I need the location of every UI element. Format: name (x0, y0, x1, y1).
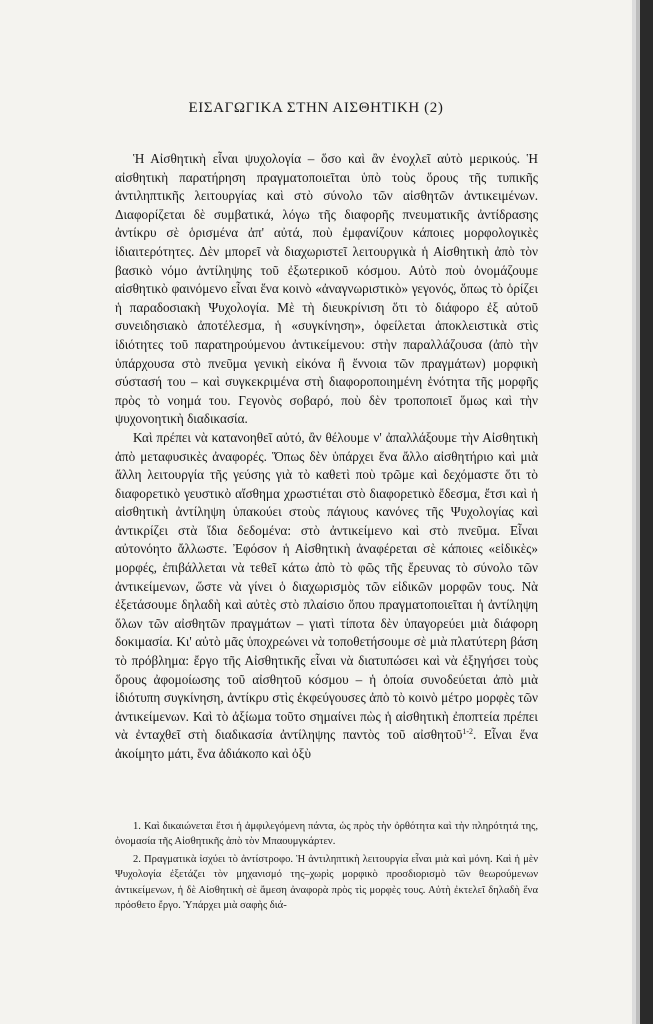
paragraph (115, 429, 538, 764)
footnote: 1. Καὶ δικαιώνεται ἔτσι ἡ ἀμφιλεγόμενη πάντα, ὡς πρὸς τὴν ὀρθότητα καὶ τὴν πληρότητά της, ὀνομασία τῆς Αἰσθητικῆς ἀπὸ τὸν Μπαουμγκάρτεν. (115, 821, 538, 848)
footnote: 2. Πραγματικὰ ἰσχύει τὸ ἀντίστροφο. Ἡ ἀντιληπτικὴ λειτουργία εἶναι μιὰ καὶ μόνη. Καὶ ἡ μὲν Ψυχολογία ἐξετάζει τὸν μηχανισμό της–χωρὶς μορφικὸ προσδιορισμὸ τῶν θεωρούμενων ἀντικείμενων, ἡ δὲ Αἰσθητικὴ σὲ ἄμεση ἀναφορὰ πρὸς τὶς μορφὲς τους. Αὐτὴ ἐκτελεῖ δηλαδὴ ἕνα πρόσθετο ἔργο. Ὑπάρχει μιὰ σαφὴς διά- (115, 853, 538, 912)
running-head: ΕΙΣΑΓΩΓΙΚΑ ΣΤΗΝ ΑΙΣΘΗΤΙΚΗ (2) (188, 100, 444, 116)
footnote-reference: 1-2 (462, 727, 474, 737)
paragraph-text-continued: . Εἶναι ἕνα ἀκοίμητο μάτι, ἕνα ἀδιάκοπο καὶ ὀξὺ (115, 727, 538, 761)
main-text (115, 150, 538, 764)
paragraph: Ἡ Αἰσθητικὴ εἶναι ψυχολογία – ὅσο καὶ ἂν ἐνοχλεῖ αὐτὸ μερικούς. Ἡ αἰσθητικὴ παρατήρηση πραγματοποιεῖται ὑπὸ τοὺς ὅρους τῆς τυπικῆς ἀντιληπτικῆς λειτουργίας καὶ στὸ σύνολο τῶν αἰσθητῶν ἀντικειμένων. Διαφορίζεται δὲ συμβατικά, λόγω τῆς διαφορῆς πνευματικῆς ἀντίδρασης ἀντίκρυ σὲ ὁρισμένα ἀπ' αὐτά, ποὺ ἐμφανίζουν κάποιες μορφολογικὲς ἰδιαιτερότητες. Δὲν μπορεῖ νὰ διαχωριστεῖ λειτουργικὰ ἡ Αἰσθητικὴ ἀπὸ τὸν βασικὸ νόμο ἀντίληψης τοῦ ἐξωτερικοῦ κόσμου. Αὐτὸ ποὺ ὀνομάζουμε αἰσθητικὸ φαινόμενο εἶναι ἕνα κοινὸ «ἀναγνωριστικὸ» γεγονός, ὅπως τὸ ὁρίζει ἡ παραδοσιακὴ Ψυχολογία. Μὲ τὴ διευκρίνιση ὅτι τὸ διάφορο ἐξ αὐτοῦ συνειδησιακὸ ἀποτέλεσμα, ἡ «συγκίνηση», ὀφείλεται ἀποκλειστικὰ στὶς ἰδιότητες τοῦ παρατηρούμενου ἀντικείμενου: στὴν παραλλάζουσα (ἀπὸ τὴν ὑπάρχουσα στὸ πνεῦμα γενικὴ εἰκόνα ἢ ἔννοια τῶν πραγμάτων) μορφικὴ σύστασή του – καὶ συγκεκριμένα στὴ διαφοροποιημένη ἑνότητα τῆς μορφῆς πρὸς τὸ νοημά του. Γεγονὸς σοβαρό, ποὺ δὲν τροποποιεῖ ὅμως καὶ τὴν ψυχονοητικὴ διαδικασία. (115, 151, 538, 427)
paragraph-text: Καὶ πρέπει νὰ κατανοηθεῖ αὐτό, ἂν θέλουμε ν' ἀπαλλάξουμε τὴν Αἰσθητικὴ ἀπὸ μεταφυσικὲς ἀναφορές. Ὅπως δὲν ὑπάρχει ἕνα ἄλλο αἰσθητήριο καὶ μιὰ ἄλλη λειτουργία τῆς γεύσης γιὰ τὸ καθετὶ ποὺ τρῶμε καὶ δεχόμαστε ὅτι τὸ διαφορετικὸ γευστικὸ αἴσθημα χρωστιέται στὸ διαφορετικὸ ἔδεσμα, ἔτσι καὶ ἡ αἰσθητικὴ ἀντίληψη ὑπακούει στοὺς πάγιους κανόνες τῆς Ψυχολογίας καὶ ἀντικρίζει στὰ ἴδια δεδομένα: στὸ ἀντικείμενο καὶ στὸ πνεῦμα. Εἶναι αὐτονόητο ἄλλωστε. Ἐφόσον ἡ Αἰσθητικὴ ἀναφέρεται σὲ κάποιες «εἰδικὲς» μορφές, ἐπιβάλλεται νὰ τεθεῖ κάτω ἀπὸ τὸ φῶς τῆς ἔρευνας τὸ σύνολο τῶν ἀντικείμενων, ὥστε νὰ γίνει ὁ διαχωρισμὸς τῶν εἰδικῶν μορφῶν τους. Νὰ ἐξετάσουμε δηλαδὴ καὶ αὐτὲς στὸ πλαίσιο ὅπου πραγματοποιεῖται ἡ ἀντίληψη ὅλων τῶν αἰσθητῶν πραγμάτων – γιατὶ τίποτα δὲν ὑπαγορεύει μιὰ διάφορη δοκιμασία. Κι' αὐτὸ μᾶς ὑποχρεώνει νὰ τοποθετήσουμε σὲ μιὰ πλατύτερη βάση τὸ πρόβλημα: ἔργο τῆς Αἰσθητικῆς εἶναι νὰ διατυπώσει καὶ νὰ ἐξηγήσει τοὺς ὅρους ἀφομοίωσης τοῦ αἰσθητοῦ κόσμου – ἡ ὁποία συνοδεύεται ἀπὸ μιὰ ἰδιότυπη συγκίνηση, ἀντίκρυ στὶς ἐκφεύγουσες ἀπὸ τὸ κοινὸ μέτρο μορφὲς τῶν ἀντικείμενων. Καὶ τὸ ἀξίωμα τοῦτο σημαίνει πὼς ἡ αἰσθητικὴ ἐποπτεία πρέπει νὰ ἐνταχθεῖ στὴ διαδικασία ἀντίληψης παντὸς τοῦ αἰσθητοῦ (115, 429, 538, 743)
footnotes (115, 819, 538, 913)
